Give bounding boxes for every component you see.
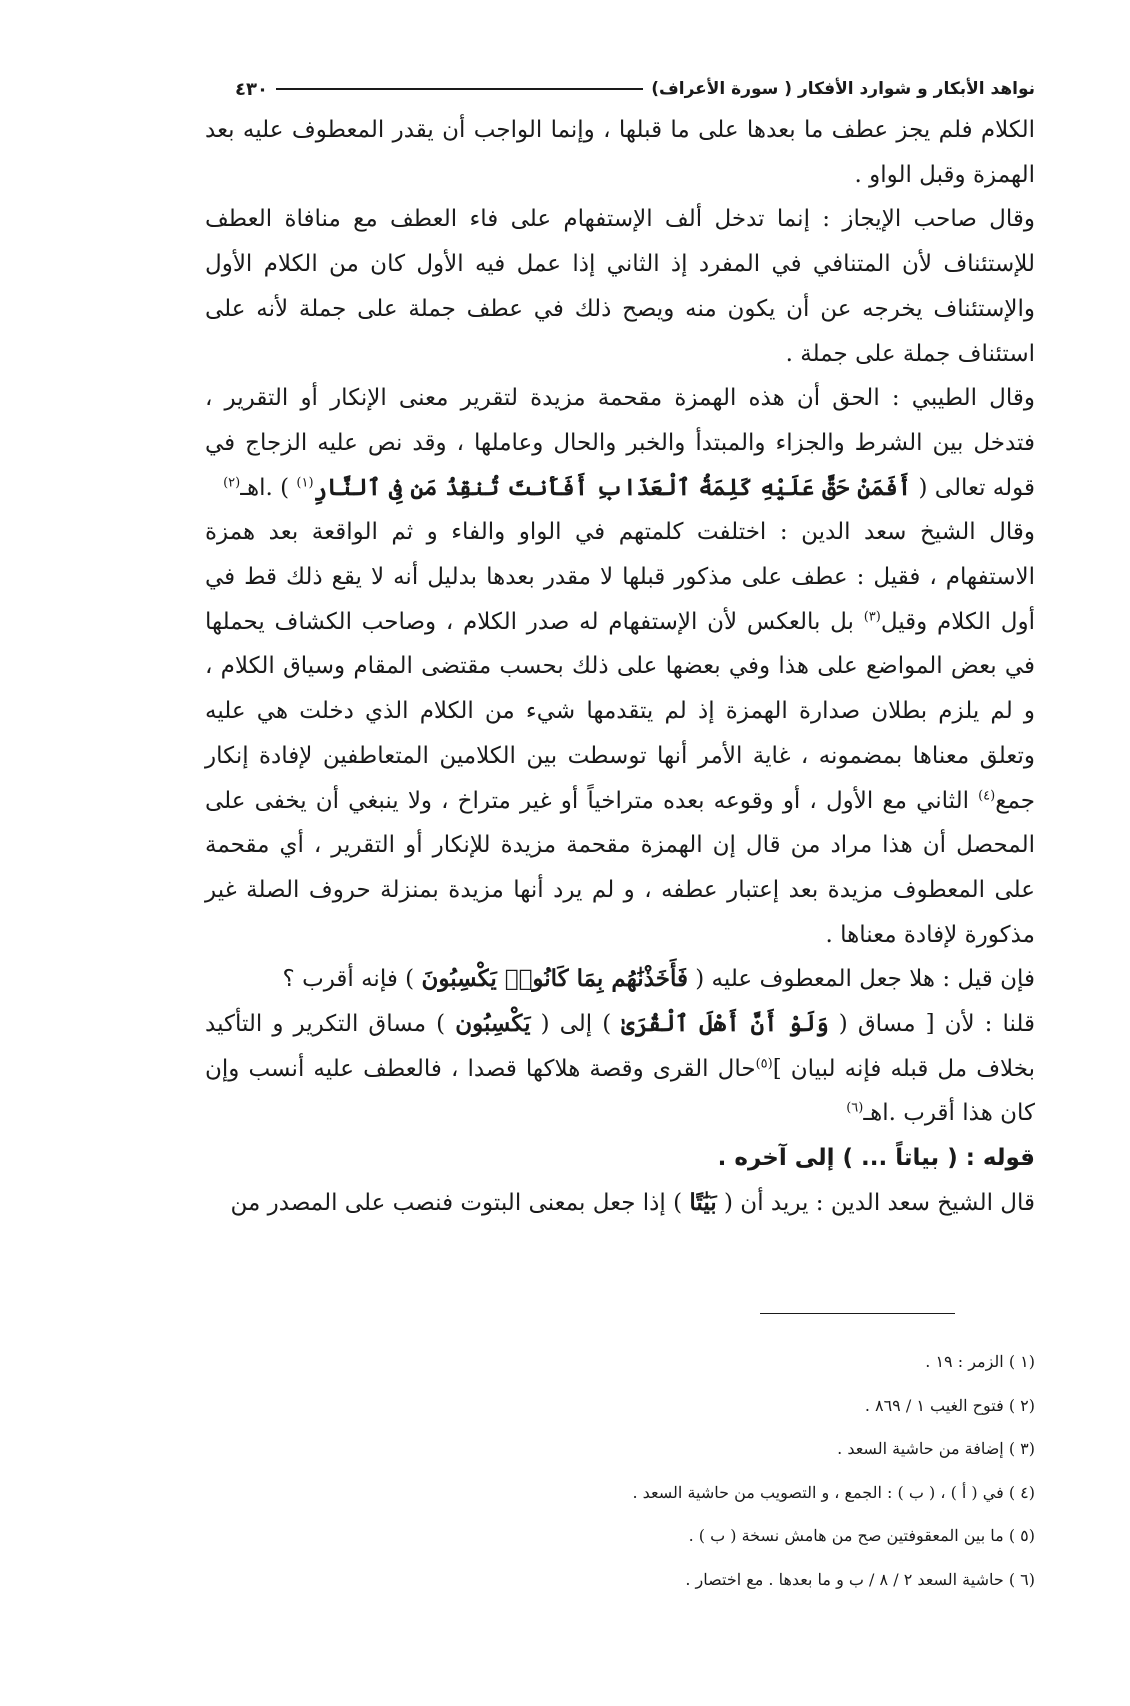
footnotes — [300, 1340, 1035, 1602]
text-run: بل بالعكس لأن الإستفهام له صدر الكلام ، وصاحب الكشاف يحملها في بعض المواضع على هذا وفي بعضها على ذلك بحسب مقتضى المقام وسياق الكلام ، و لم يلزم بطلان صدارة الهمزة إذ لم يتقدمها شيء من الكلام الذي دخلت هي عليه وتعلق معناها بمضمونه ، غاية الأمر أنها توسطت بين الكلامين المتعاطفين لإفادة إنكار جمع — [205, 608, 1035, 814]
header-title: نواهد الأبكار و شوارد الأفكار ( سورة الأعراف) — [651, 79, 1035, 99]
text-run: ) إلى ( — [540, 1011, 612, 1038]
quran-verse: يَكْسِبُون — [455, 1010, 531, 1038]
text-run: ) إذا جعل بمعنى البتوت فنصب على المصدر من — [230, 1189, 683, 1216]
main-text — [205, 108, 1035, 1226]
text-run: حال القرى وقصة هلاكها قصدا ، فالعطف عليه أنسب وإن كان هذا أقرب .اهـ — [205, 1055, 1035, 1127]
paragraph — [205, 957, 1035, 1002]
paragraph — [205, 1181, 1035, 1226]
quran-verse: أَفَمَنْ حَقَّ عَلَيْهِ كَلِمَةُ ٱلْعَذَابِ أَفَأَنتَ تُنقِذُ مَن فِى ٱلنَّارِ — [313, 473, 912, 501]
footnote-separator — [760, 1313, 955, 1314]
text-run: قال الشيخ سعد الدين : يريد أن ( — [724, 1189, 1035, 1216]
text-run: ) فإنه أقرب ؟ — [282, 966, 415, 993]
text-run: وقال الشيخ سعد الدين : اختلفت كلمتهم في الواو والفاء و ثم الواقعة بعد همزة الاستفهام ، فقيل : عطف على مذكور قبلها لا مقدر بعدها بدليل أنه لا يقع ذلك قط في أول الكلام وقيل — [205, 519, 1035, 635]
paragraph: وقال صاحب الإيجاز : إنما تدخل ألف الإستفهام على فاء العطف مع منافاة العطف للإستئناف لأن المتنافي في المفرد إذ الثاني إذا عمل فيه الأول كان من الكلام الأول والإستئناف يخرجه عن أن يكون منه ويصح ذلك في عطف جملة على جملة لأنه على استئناف جملة على جملة . — [205, 206, 1035, 367]
text-run: قلنا : لأن [ مساق ( — [838, 1011, 1036, 1038]
footnote: (٥ ) ما بين المعقوفتين صح من هامش نسخة ( ب ) . — [688, 1526, 1035, 1546]
footnote-ref: (٣) — [863, 609, 881, 625]
text-run: فإن قيل : هلا جعل المعطوف عليه ( — [695, 966, 1035, 993]
paragraph — [205, 376, 1035, 510]
header-rule — [276, 88, 643, 90]
section-heading: قوله : ( بياتاً ... ) إلى آخره . — [717, 1145, 1035, 1172]
text-run: ) .اهـ — [240, 474, 290, 501]
quran-verse: بَيَٰتًا — [689, 1188, 717, 1216]
paragraph — [205, 1002, 1035, 1136]
running-header — [235, 72, 1035, 106]
footnote-ref: (٦) — [846, 1100, 864, 1116]
footnote: (٢ ) فتوح الغيب ١ / ٨٦٩ . — [864, 1395, 1035, 1415]
footnote-ref: (٢) — [223, 474, 241, 490]
footnote: (١ ) الزمر : ١٩ . — [925, 1352, 1035, 1371]
text-run: ) مساق التكرير و التأكيد بخلاف مل قبله فإنه لبيان ] — [205, 1011, 1036, 1082]
footnote-ref: (١) — [296, 474, 314, 490]
footnote: (٦ ) حاشية السعد ٢ / ٨ / ب و ما بعدها . مع اختصار . — [685, 1569, 1035, 1589]
footnote-ref: (٥) — [755, 1056, 773, 1072]
footnote: (٣ ) إضافة من حاشية السعد . — [837, 1439, 1035, 1459]
footnote: (٤ ) في ( أ ) ، ( ب ) : الجمع ، و التصويب من حاشية السعد . — [632, 1482, 1035, 1502]
quran-verse: وَلَوْ أَنَّ أَهْلَ ٱلْقُرَىٰ — [621, 1010, 829, 1038]
footnote-ref: (٤) — [978, 787, 996, 803]
page-number: ٤٣٠ — [235, 78, 268, 100]
text-run: وقال الطيبي : الحق أن هذه الهمزة مقحمة مزيدة لتقرير معنى الإنكار أو التقرير ، فتدخل بين الشرط والجزاء والمبتدأ والخبر والحال وعاملها ، وقد نص عليه الزجاج في قوله تعالى ( — [205, 385, 1035, 501]
paragraph: الكلام فلم يجز عطف ما بعدها على ما قبلها ، وإنما الواجب أن يقدر المعطوف عليه بعد الهمزة وقبل الواو . — [205, 117, 1035, 188]
paragraph — [205, 510, 1035, 957]
quran-verse: فَأَخَذْنَٰهُم بِمَا كَانُوا۟ يَكْسِبُونَ — [421, 965, 688, 993]
text-run: الثاني مع الأول ، أو وقوعه بعده متراخياً أو غير متراخ ، ولا ينبغي أن يخفى على المحصل أن هذا مراد من قال إن الهمزة مقحمة مزيدة للإنكار أو التقرير ، أي مقحمة على المعطوف مزيدة بعد إعتبار عطفه ، و لم يرد أنها مزيدة بمنزلة حروف الصلة غير مذكورة لإفادة معناها . — [205, 787, 1035, 948]
